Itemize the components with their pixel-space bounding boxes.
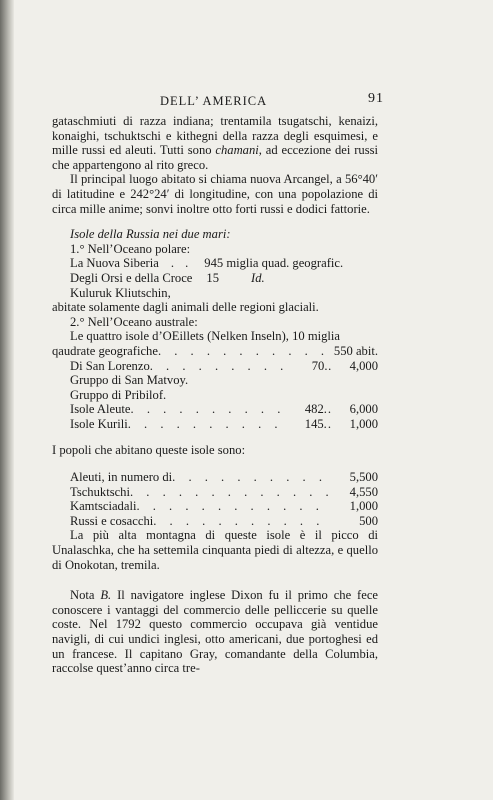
paragraph-peoples-races-text: gataschmiuti di razza indiana; trentamila tsugatschi, kenaizi, konaighi, tschuktschi e kithegni della razza degli esquimesi, e mille russi ed aleuti. Tutti sono — [52, 114, 378, 158]
item-dots — [158, 344, 334, 359]
page-number: 91 — [368, 91, 384, 106]
item-value: 4,550 — [349, 484, 378, 499]
item-name: Tschuktschi — [70, 484, 130, 499]
nota-text: Il navigatore inglese Dixon fu il primo che fece conoscere i vantaggi del commercio delle pelliccerie su quelle coste. Nel 1792 questo commercio occupava già ventidue navigli, di cui undici inglesi, otto americani, due portoghesi ed un francese. Il capitano Gray, comandante della Columbia, raccolse quest’anno circa tre- — [52, 588, 379, 676]
item-name: Russi e cosacchi — [70, 513, 154, 528]
item-name: Isole Kurili — [70, 416, 128, 431]
peoples-intro: I popoli che abitano queste isole sono: — [52, 443, 246, 458]
item-name: Aleuti, in numero di — [70, 470, 173, 485]
polar-heading: 1.° Nell’Oceano polare: — [70, 241, 191, 256]
paragraph-peoples-races — [52, 114, 378, 172]
item-name: Kamtsciadali — [70, 499, 137, 514]
item-dots — [150, 359, 292, 374]
list-item-kurili: Isole Kurili . . . 145. . 1,000 — [52, 417, 378, 432]
item-area: 145. — [304, 416, 327, 431]
item-name: Degli Orsi e della Croce — [70, 270, 193, 285]
item-value: 15 — [206, 270, 219, 285]
item-name: Isole Aleute — [70, 402, 131, 417]
chamani-word: chamani — [215, 143, 259, 158]
list-item-nuova-siberia — [52, 256, 378, 271]
nota-letter: B. — [100, 588, 112, 603]
item-dots — [153, 514, 332, 529]
item-name: Di San Lorenzo — [70, 358, 150, 373]
item-value: 500 — [359, 513, 378, 528]
running-title: DELL’ AMERICA — [160, 94, 268, 108]
paragraph-peoples-races-end: , ad eccezione dei russi che appartengono al rito greco. — [52, 143, 379, 172]
nota-label: Nota — [70, 588, 101, 603]
running-header — [52, 91, 384, 114]
list-item-russi-cosacchi — [52, 514, 378, 529]
item-pop: 6,000 — [349, 402, 378, 417]
item-name: La Nuova Siberia — [70, 256, 159, 271]
austral-line-oeillets: Le quattro isole d’OEillets (Nelken Inseln), 10 miglia — [70, 329, 340, 344]
section-title-isole: Isole della Russia nei due mari: — [70, 227, 231, 242]
list-item-san-lorenzo: Di San Lorenzo . . . 70. . 4,000 — [52, 359, 378, 374]
austral-heading: 2.° Nell’Oceano australe: — [70, 314, 198, 329]
item-area: 482. — [304, 402, 327, 417]
paragraph-arcangel: Il principal luogo abitato si chiama nuova Arcangel, a 56°40′ di latitudine e 242°24′ di longitudine, con una popolazione di circa mille anime; sonvi inoltre otto forti russi e dodici fattorie. — [52, 172, 378, 216]
item-area: 70. — [311, 358, 328, 373]
list-item-aleute: Isole Aleute . . . 482. . 6,000 — [52, 402, 378, 417]
item-value: 5,500 — [349, 470, 378, 485]
item-dots — [130, 485, 332, 500]
list-item-oeillets-pop — [52, 344, 378, 359]
item-pop: 1,000 — [349, 416, 378, 431]
kuluruk-note: abitate solamente dagli animali delle regioni glaciali. — [52, 300, 319, 315]
item-value: 550 abit. — [333, 343, 378, 358]
list-item-kamtsciadali — [52, 499, 378, 514]
list-item-aleuti — [52, 470, 378, 485]
item-dots — [131, 402, 291, 417]
page-content — [52, 91, 384, 676]
item-dots: . . — [170, 256, 193, 271]
item-name: qaudrate geografiche — [52, 343, 158, 358]
item-dots — [136, 499, 332, 514]
list-item-kuluruk: Kuluruk Kliutschin, — [70, 285, 171, 300]
list-item-pribilof: Gruppo di Pribilof. — [70, 387, 167, 402]
item-dots — [128, 417, 291, 432]
item-dots — [172, 470, 332, 485]
item-value: 1,000 — [349, 499, 378, 514]
item-unit: Id. — [251, 270, 265, 285]
list-item-tschuktschi — [52, 485, 378, 500]
item-pop: 4,000 — [349, 358, 378, 373]
list-item-orsi-croce — [52, 271, 378, 286]
book-spine-shadow — [0, 0, 14, 800]
paragraph-nota-b — [52, 588, 378, 676]
paragraph-montagna: La più alta montagna di queste isole è il picco di Unalaschka, che ha settemila cinquanta piedi di altezza, e quello di Onokotan, tremila. — [52, 528, 378, 572]
item-value: 945 miglia quad. geografic. — [204, 256, 344, 271]
list-item-san-matvoy: Gruppo di San Matvoy. — [70, 373, 189, 388]
